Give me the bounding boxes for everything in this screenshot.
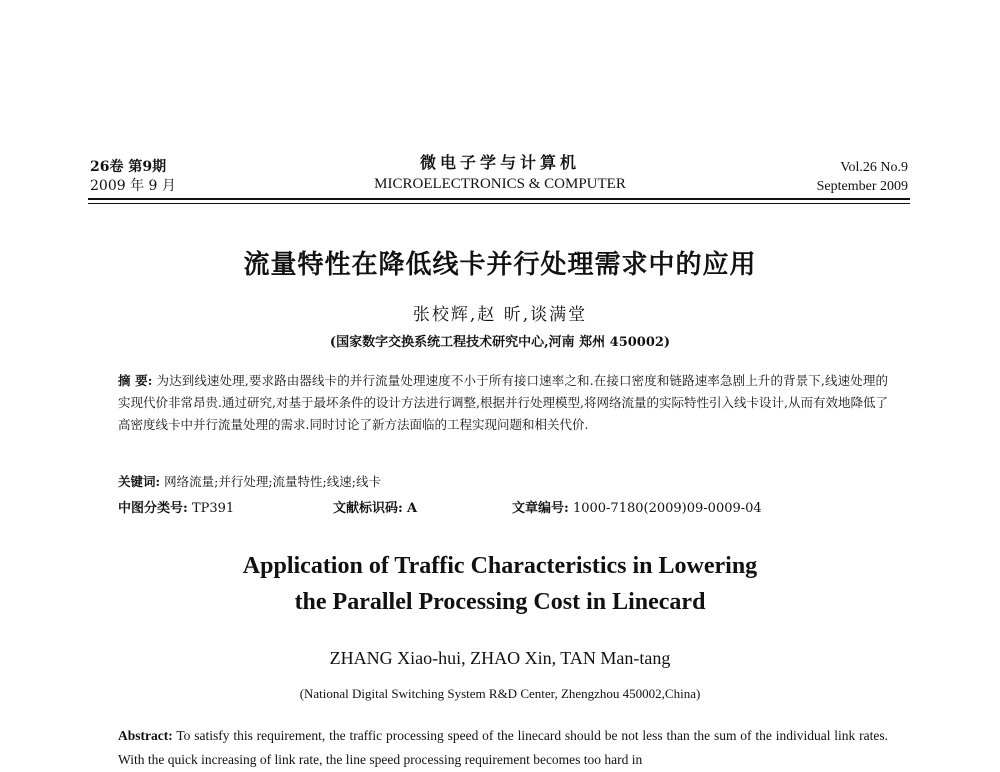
date-cn: 2009 年 9 月 [90, 178, 176, 194]
abstract-cn-label: 摘 要: [118, 373, 153, 388]
document-code [333, 497, 417, 516]
keywords-cn-text: 网络流量;并行处理;流量特性;线速;线卡 [164, 474, 381, 489]
issue-info-en [817, 158, 908, 196]
header-rule-thick [88, 198, 910, 200]
article-number-value: 1000-7180(2009)09-0009-04 [572, 501, 762, 516]
keywords-cn [118, 472, 381, 490]
abstract-cn [118, 370, 888, 436]
paper-title-en-line1: Application of Traffic Characteristics in Lowering [242, 553, 758, 579]
affiliation-cn: (国家数字交换系统工程技术研究中心,河南 郑州 450002) [329, 335, 671, 350]
clc-number [118, 497, 234, 516]
clc-label: 中图分类号: [118, 501, 188, 516]
affiliation-en: (National Digital Switching System R&D Center, Zhengzhou 450002,China) [299, 686, 701, 701]
clc-value: TP391 [191, 501, 235, 516]
doc-code-label: 文献标识码: [333, 501, 403, 516]
paper-title-en-line2: the Parallel Processing Cost in Linecard [294, 589, 706, 615]
header-rule-thin [88, 203, 910, 204]
abstract-en-text: To satisfy this requirement, the traffic processing speed of the linecard should be not less than the sum of the individual link rates. With the quick increasing of link rate, the line speed processing requirement becomes too hard in [118, 728, 888, 767]
paper-title-cn: 流量特性在降低线卡并行处理需求中的应用 [243, 250, 757, 280]
journal-name-cn: 微电子学与计算机 [419, 153, 580, 172]
article-number-label: 文章编号: [512, 501, 569, 516]
abstract-cn-text: 为达到线速处理,要求路由器线卡的并行流量处理速度不小于所有接口速率之和.在接口密度和链路速率急剧上升的背景下,线速处理的实现代价非常昂贵.通过研究,对基于最坏条件的设计方法进行调整,根据并行处理模型,将网络流量的实际特性引入线卡设计,从而有效地降低了高密度线卡中并行流量处理的需求.同时讨论了新方法面临的工程实现问题和相关代价. [118, 373, 889, 432]
journal-name-en: MICROELECTRONICS & COMPUTER [374, 176, 626, 192]
authors-en: ZHANG Xiao-hui, ZHAO Xin, TAN Man-tang [329, 648, 671, 668]
keywords-cn-label: 关键词: [118, 474, 161, 489]
doc-code-value: A [406, 501, 418, 516]
article-number [512, 497, 762, 516]
volume-cn: 26卷 第9期 [90, 159, 167, 175]
volume-en: Vol.26 No.9 [840, 160, 908, 175]
date-en: September 2009 [816, 179, 908, 194]
paper-title-en [0, 548, 1000, 620]
abstract-en-label: Abstract: [118, 728, 173, 743]
authors-cn: 张校辉,赵 昕,谈满堂 [412, 305, 588, 325]
abstract-en [118, 724, 888, 772]
